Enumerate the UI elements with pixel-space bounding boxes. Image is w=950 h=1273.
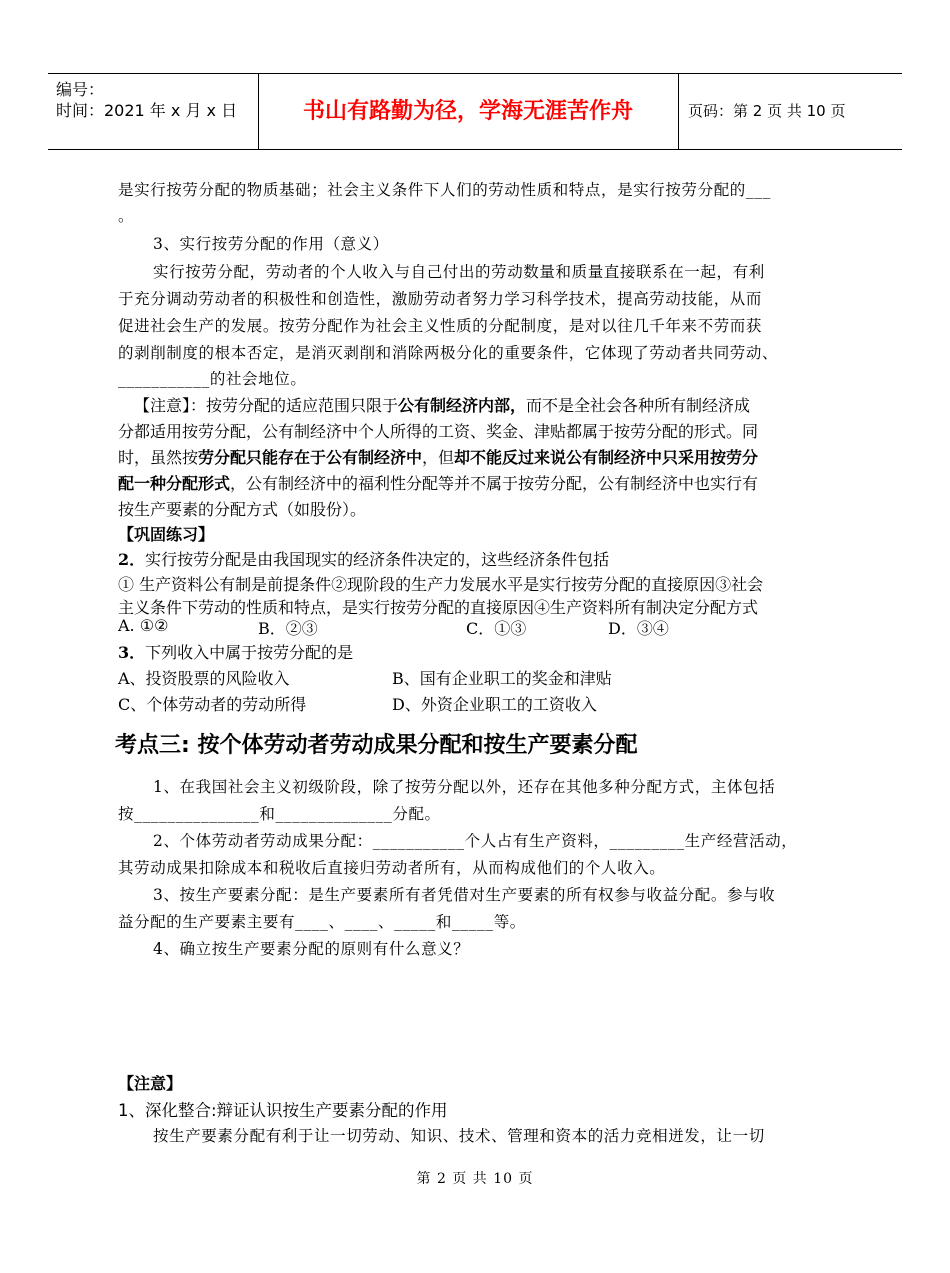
option-d: D．③④ <box>608 619 669 638</box>
note-line: 按生产要素的分配方式（如股份）。 <box>118 500 367 519</box>
header-meta-cell <box>48 74 259 149</box>
option-c: C．①③ <box>466 619 527 638</box>
note-text: ，公有制经济中的福利性分配等并不属于按劳分配，公有制经济中也实行有 <box>230 474 759 493</box>
subsection-title: 3、实行按劳分配的作用（意义） <box>153 235 389 253</box>
option-d: D、外资企业职工的工资收入 <box>392 695 597 714</box>
subsection-title: 1、深化整合:辩证认识按生产要素分配的作用 <box>118 1101 448 1120</box>
question-line: 主义条件下劳动的性质和特点，是实行按劳分配的直接原因④生产资料所有制决定分配方式 <box>118 598 759 617</box>
option-b: B、国有企业职工的奖金和津贴 <box>392 669 612 688</box>
option-a: A、投资股票的风险收入 <box>118 669 290 688</box>
paragraph-line: 是实行按劳分配的物质基础；社会主义条件下人们的劳动性质和特点，是实行按劳分配的___ <box>118 181 771 199</box>
note-title: 【注意】 <box>118 1074 183 1093</box>
note-text: 而不是全社会各种所有制经济成 <box>526 396 751 415</box>
header-page-label: 页码：第 2 页 共 10 页 <box>688 102 846 120</box>
time-label: 时间：2021 年 x 月 x 日 <box>56 101 238 120</box>
question-number: 3． <box>118 643 146 662</box>
paragraph-line: 促进社会生产的发展。按劳分配作为社会主义性质的分配制度，是对以往几千年来不劳而获 <box>118 317 763 335</box>
page-footer: 第 2 页 共 10 页 <box>416 1171 534 1187</box>
paragraph-line: 实行按劳分配，劳动者的个人收入与自己付出的劳动数量和质量直接联系在一起，有利 <box>153 263 765 281</box>
paragraph-line: 于充分调动劳动者的积极性和创造性，激励劳动者努力学习科学技术，提高劳动技能，从而 <box>118 290 763 308</box>
paragraph-line: 按_______________和______________分配。 <box>118 805 441 823</box>
note-line <box>118 471 758 494</box>
paragraph-line: 其劳动成果扣除成本和税收后直接归劳动者所有，从而构成他们的个人收入。 <box>118 859 666 877</box>
practice-title: 【巩固练习】 <box>118 525 215 544</box>
header-table <box>48 73 902 150</box>
question-text: 下列收入中属于按劳分配的是 <box>145 643 354 662</box>
section-heading: 考点三: 按个体劳动者劳动成果分配和按生产要素分配 <box>115 733 638 758</box>
header-motto: 书山有路勤为径，学海无涯苦作舟 <box>258 74 679 149</box>
note-text: 时，虽然按 <box>118 448 199 467</box>
note-line <box>118 445 758 468</box>
note-emphasis: 却不能反过来说公有制经济中只采用按劳分 <box>454 448 759 467</box>
number-label: 编号： <box>56 80 105 99</box>
note-line <box>134 393 750 416</box>
paragraph-line: ___________的社会地位。 <box>118 370 307 388</box>
note-text: ，但 <box>422 448 455 467</box>
note-emphasis: 劳分配只能存在于公有制经济中 <box>198 448 423 467</box>
note-text: 【注意】：按劳分配的适应范围只限于 <box>134 396 399 415</box>
note-emphasis: 公有制经济内部， <box>398 396 527 415</box>
note-line: 分都适用按劳分配，公有制经济中个人所得的工资、奖金、津贴都属于按劳分配的形式。同 <box>118 422 759 441</box>
question-line: ① 生产资料公有制是前提条件②现阶段的生产力发展水平是实行按劳分配的直接原因③社会 <box>118 575 764 594</box>
paragraph-line: 2、个体劳动者劳动成果分配：___________个人占有生产资料，_________生产经营活动， <box>153 832 798 850</box>
question-text: 实行按劳分配是由我国现实的经济条件决定的，这些经济条件包括 <box>145 550 610 569</box>
option-a: A. ①② <box>118 616 169 635</box>
question-number: 2． <box>118 550 146 569</box>
paragraph-line: 的剥削制度的根本否定，是消灭剥削和消除两极分化的重要条件，它体现了劳动者共同劳动、 <box>118 344 779 362</box>
question-3 <box>118 640 353 663</box>
note-emphasis: 配一种分配形式 <box>118 474 231 493</box>
option-c: C、个体劳动者的劳动所得 <box>118 695 307 714</box>
question-2 <box>118 547 609 570</box>
paragraph-line: 4、确立按生产要素分配的原则有什么意义？ <box>153 940 470 958</box>
paragraph-line: 3、按生产要素分配：是生产要素所有者凭借对生产要素的所有权参与收益分配。参与收 <box>153 886 776 904</box>
paragraph-line: 益分配的生产要素主要有____、____、_____和_____等。 <box>118 913 526 931</box>
option-b: B．②③ <box>258 619 318 638</box>
paragraph-line: 。 <box>118 207 135 225</box>
paragraph-line: 1、在我国社会主义初级阶段，除了按劳分配以外，还存在其他多种分配方式，主体包括 <box>153 778 776 796</box>
paragraph-line: 按生产要素分配有利于让一切劳动、知识、技术、管理和资本的活力竞相迸发，让一切 <box>153 1127 765 1145</box>
